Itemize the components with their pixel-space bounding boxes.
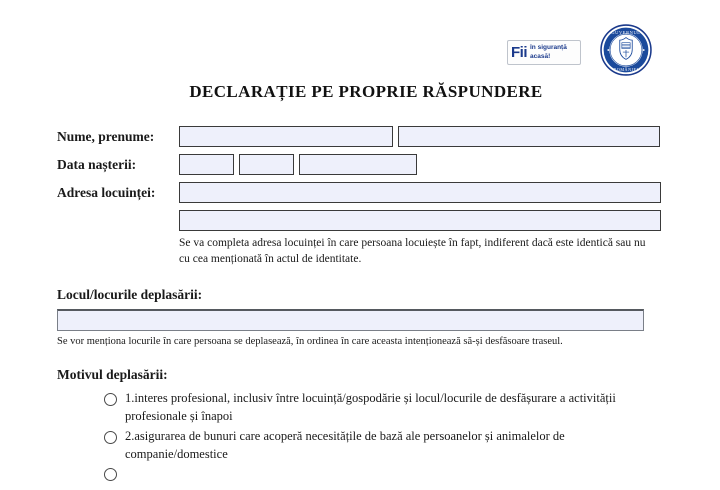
badge-slogan-line1: în siguranță [530, 44, 567, 52]
badge-slogan [530, 44, 567, 60]
name-row [0, 126, 720, 147]
badge-fii-mark: Fii [511, 44, 527, 61]
address-row-second [0, 210, 720, 231]
declaration-form [0, 126, 720, 268]
address-field-line1[interactable] [179, 182, 661, 203]
name-field-first[interactable] [179, 126, 393, 147]
birthdate-row [0, 154, 720, 175]
places-note: Se vor menționa locurile în care persoana se deplasează, în ordinea în care aceasta intenționează să-și desfăsoare traseul. [57, 335, 563, 347]
reason-heading: Motivul deplasării: [57, 367, 168, 383]
reason-option-1-label: 1.interes profesional, inclusiv între locuință/gospodărie și locul/locurile de desfășurare a activității profesionale și înapoi [125, 391, 616, 424]
birthdate-month-field[interactable] [239, 154, 294, 175]
places-heading: Locul/locurile deplasării: [57, 286, 203, 302]
page-title: DECLARAȚIE PE PROPRIE RĂSPUNDERE [189, 82, 543, 101]
places-section [0, 287, 720, 349]
reason-option-1[interactable] [0, 390, 720, 426]
name-field-second[interactable] [398, 126, 660, 147]
svg-text:ROMÂNIEI: ROMÂNIEI [613, 66, 639, 72]
radio-icon-option-3[interactable] [104, 468, 117, 481]
reason-option-2[interactable] [0, 428, 720, 464]
fii-in-siguranta-acasa-badge [507, 40, 581, 65]
birthdate-year-field[interactable] [299, 154, 417, 175]
reason-option-3[interactable] [0, 465, 720, 481]
radio-icon-option-1[interactable] [104, 393, 117, 406]
svg-text:GUVERNUL: GUVERNUL [611, 29, 641, 35]
name-label: Nume, prenume: [57, 128, 155, 144]
address-row [0, 182, 720, 203]
address-label: Adresa locuinței: [57, 184, 156, 200]
address-field-line2[interactable] [179, 210, 661, 231]
radio-icon-option-2[interactable] [104, 431, 117, 444]
birthdate-label: Data nașterii: [57, 156, 137, 172]
badge-slogan-line2: acasă! [530, 52, 551, 60]
birthdate-day-field[interactable] [179, 154, 234, 175]
guvernul-romaniei-seal-icon [600, 24, 652, 76]
reason-section [0, 367, 720, 481]
reason-option-2-label: 2.asigurarea de bunuri care acoperă necesitățile de bază ale persoanelor și animalelor de companie/domestice [125, 428, 565, 461]
address-note: Se va completa adresa locuinței în care persoana locuiește în fapt, indiferent dacă este identică sau nu cu cea menționată în actul de identitate. [179, 237, 646, 265]
places-field[interactable] [57, 309, 644, 331]
page-header [0, 0, 720, 72]
